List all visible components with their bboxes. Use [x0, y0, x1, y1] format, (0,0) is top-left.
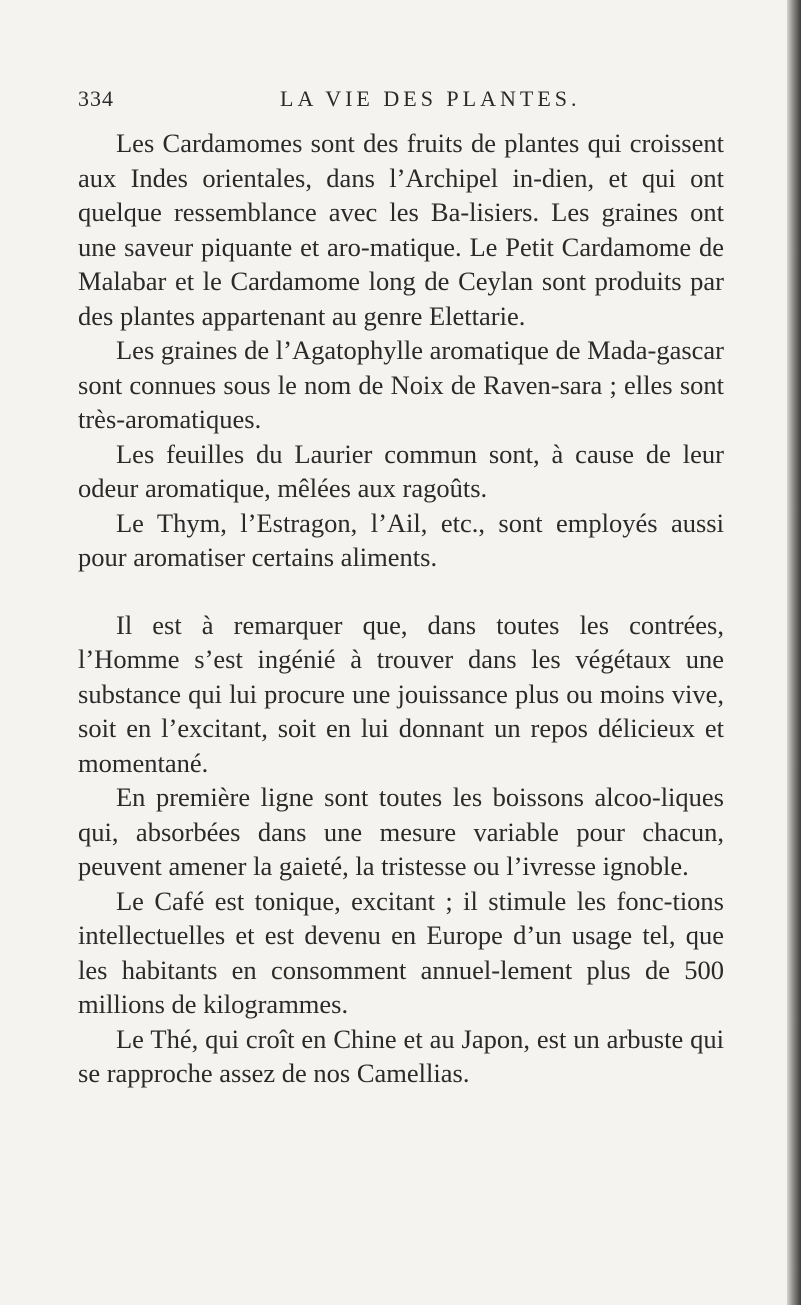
paragraph-cafe: Le Café est tonique, excitant ; il stimule les fonc-tions intellectuelles et est devenu en Europe d’un usage tel, que les habitants en consomment annuel-lement plus de 500 millions de kilogrammes. — [78, 885, 724, 1019]
paragraph-cardamomes: Les Cardamomes sont des fruits de plantes qui croissent aux Indes orientales, dans l’Archipel in-dien, et qui ont quelque ressemblance avec les Ba-lisiers. Les graines ont une saveur piquante et aro-matique. Le Petit Cardamome de Malabar et le Cardamome long de Ceylan sont produits par des plantes appartenant au genre Elettarie. — [78, 128, 724, 331]
paragraph-thym: Le Thym, l’Estragon, l’Ail, etc., sont employés aussi pour aromatiser certains aliments. — [78, 507, 724, 572]
paragraph-boissons: En première ligne sont toutes les boissons alcoo-liques qui, absorbées dans une mesure variable pour chacun, peuvent amener la gaieté, la tristesse ou l’ivresse ignoble. — [78, 782, 724, 881]
paragraph-agatophylle: Les graines de l’Agatophylle aromatique de Mada-gascar sont connues sous le nom de Noix de Raven-sara ; elles sont très-aromatiques. — [78, 335, 724, 434]
paragraph-remarque: Il est à remarquer que, dans toutes les contrées, l’Homme s’est ingénié à trouver dans les végétaux une substance qui lui procure une jouissance plus ou moins vive, soit en l’excitant, soit en lui donnant un repos délicieux et momentané. — [78, 609, 724, 778]
running-title: LA VIE DES PLANTES. — [280, 86, 581, 111]
page-header — [78, 86, 720, 116]
page-edge-shadow — [787, 0, 801, 1305]
page-number: 334 — [78, 86, 114, 111]
paragraph-the: Le Thé, qui croît en Chine et au Japon, est un arbuste qui se rapproche assez de nos Camellias. — [78, 1023, 724, 1088]
body-text — [78, 126, 724, 1091]
paragraph-laurier: Les feuilles du Laurier commun sont, à cause de leur odeur aromatique, mêlées aux ragoûts. — [78, 438, 724, 503]
